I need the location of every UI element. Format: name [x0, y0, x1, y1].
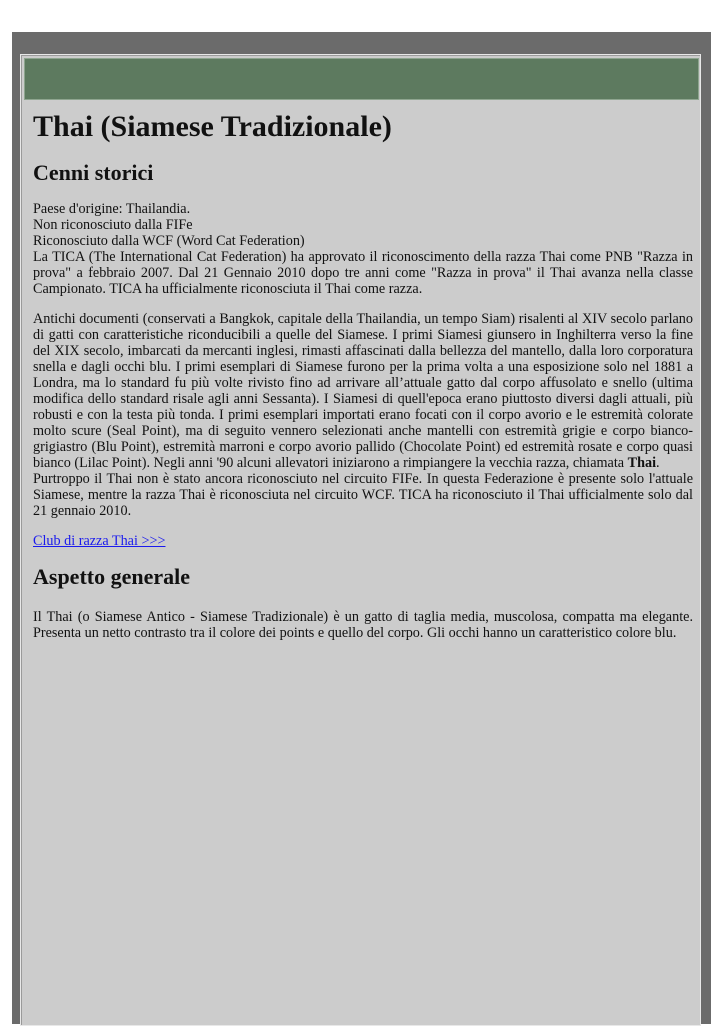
- club-link[interactable]: Club di razza Thai >>>: [33, 533, 166, 549]
- origin-line: Paese d'origine: Thailandia.: [33, 201, 191, 217]
- tica-text: La TICA (The International Cat Federation) ha approvato il riconoscimento della razza Thai come PNB "Razza in prova" a febbraio 2007. Dal 21 Gennaio 2010 dopo tre anni come "Razza in prova" il Thai avanza nella classe Campionato. TICA ha ufficialmente riconosciuta il Thai come razza.: [33, 249, 693, 297]
- main-content: [33, 97, 693, 641]
- thai-bold-text: Thai: [627, 455, 657, 471]
- section-heading-appearance: Aspetto generale: [33, 564, 191, 589]
- wcf-status-line: Riconosciuto dalla WCF (Word Cat Federation): [33, 233, 305, 249]
- history-intro-paragraph: [33, 201, 693, 297]
- section-heading-history: Cenni storici: [33, 160, 154, 185]
- fife-status-line: Non riconosciuto dalla FIFe: [33, 217, 193, 233]
- fife-text: Purtroppo il Thai non è stato ancora riconosciuto nel circuito FIFe. In questa Federazione è presente solo l'attuale Siamese, mentre la razza Thai è riconosciuta nel circuito WCF. TICA ha riconosciuto il Thai ufficialmente solo dal 21 gennaio 2010.: [33, 471, 693, 519]
- history-paragraph: [33, 311, 693, 519]
- page-title: Thai (Siamese Tradizionale): [33, 110, 392, 143]
- ancient-docs-text: Antichi documenti (conservati a Bangkok, capitale della Thailandia, un tempo Siam) risalenti al XIV secolo parlano di gatti con caratteristiche riconducibili a quelle del Siamese. I primi Siamesi giunsero in Inghilterra verso la fine del XIX secolo, imbarcati da mercanti inglesi, rimasti affascinati dalla bellezza del mantello, dalla loro corporatura snella e dagli occhi blu. I primi esemplari di Siamese furono per la prima volta a una esposizione solo nel 1881 a Londra, ma lo standard fu più volte rivisto fino ad arrivare all’attuale gatto dal corpo affusolato e snello (ultima modifica dello standard risale agli anni Sessanta). I Siamesi di quell'epoca erano piuttosto diversi dagli attuali, più robusti e con la testa più tonda. I primi esemplari importati erano focati con il corpo avorio e le estremità colorate molto scure (Seal Point), ma di seguito vennero selezionati anche mantelli con estremità grigie e corpo bianco-grigiastro (Blu Point), estremità marroni e corpo avorio pallido (Chocolate Point) ed estremità rosate e corpo quasi bianco (Lilac Point). Negli anni '90 alcuni allevatori iniziarono a rimpiangere la vecchia razza, chiamata: [33, 311, 693, 471]
- appearance-paragraph: Il Thai (o Siamese Antico - Siamese Tradizionale) è un gatto di taglia media, muscolosa, compatta ma elegante. Presenta un netto contrasto tra il colore dei points e quello del corpo. Gli occhi hanno un caratteristico colore blu.: [33, 609, 693, 641]
- outer-frame: [12, 32, 711, 1024]
- header-bar: [24, 58, 699, 100]
- thai-period: .: [656, 455, 660, 471]
- page-panel: [20, 54, 701, 1026]
- club-link-paragraph: [33, 533, 693, 549]
